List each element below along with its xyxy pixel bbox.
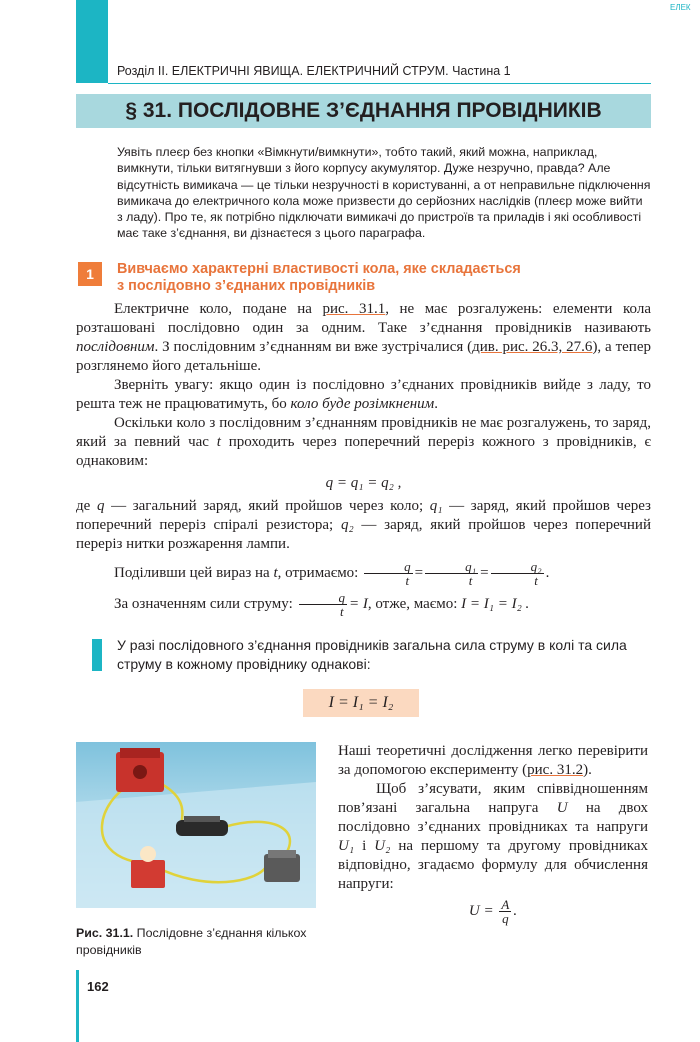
text-run: Поділивши цей вираз на bbox=[114, 564, 274, 581]
paragraph-6 bbox=[76, 591, 651, 618]
paragraph-2 bbox=[76, 376, 651, 414]
page-number: 162 bbox=[87, 979, 109, 994]
page-title: § 31. ПОСЛІДОВНЕ З’ЄДНАННЯ ПРОВІДНИКІВ bbox=[125, 99, 602, 122]
intro-paragraph bbox=[117, 144, 651, 242]
formula-voltage: U = $\frac{A}{q}$ . bbox=[468, 897, 518, 926]
variable-q2: q₂ bbox=[340, 517, 354, 533]
numerator: A bbox=[501, 897, 510, 912]
variable-q: q bbox=[96, 498, 105, 514]
paragraph-1 bbox=[76, 300, 651, 376]
text-run: Щоб з’ясувати, яким співвідношенням пов’язані загальна напруга bbox=[338, 781, 648, 816]
text-run: на першому та другому провідниках відповідно, згадаємо формулу для обчислення напруги: bbox=[338, 838, 649, 892]
fraction-q-t bbox=[299, 591, 348, 618]
denominator: t bbox=[339, 604, 344, 619]
numerator: q bbox=[364, 560, 413, 574]
right-paragraph-2 bbox=[338, 780, 648, 894]
top-teal-bar bbox=[76, 0, 108, 83]
bottom-teal-line bbox=[76, 970, 79, 1042]
numerator: q bbox=[299, 591, 348, 605]
numerator: q₁ bbox=[425, 560, 478, 574]
key-statement: У разі послідовного з’єднання провідників загальна сила струму в колі та сила струму в кожному провіднику однакові: bbox=[117, 637, 627, 672]
text-run: ), а тепер розглянемо його детальніше. bbox=[76, 339, 651, 374]
text-run: , не має розгалужень: елементи кола розташовані послідовно один за одним. Таке з’єднання провідників називають bbox=[76, 301, 651, 336]
text-run: За означенням сили струму: bbox=[114, 595, 293, 612]
text-run: — заряд, який пройшов через поперечний переріз нитки розжарення лампи. bbox=[76, 517, 651, 552]
text-run: де bbox=[76, 498, 97, 514]
figure-caption bbox=[76, 925, 321, 959]
corner-logo: ЕЛЕК bbox=[670, 3, 691, 12]
equation-current: = I bbox=[349, 595, 368, 612]
text-run: . bbox=[434, 396, 439, 412]
key-statement-marker bbox=[92, 639, 102, 671]
variable-t: t bbox=[216, 434, 221, 450]
text-run: — загальний заряд, який пройшов через коло; bbox=[104, 498, 430, 514]
fraction-q2-t bbox=[491, 560, 544, 587]
fraction-A-q bbox=[499, 898, 511, 925]
variable-t: t bbox=[273, 564, 278, 581]
title-band bbox=[76, 94, 651, 128]
section-number-badge: 1 bbox=[78, 262, 102, 286]
formula-lhs: U = bbox=[468, 902, 494, 919]
paragraph-4 bbox=[76, 497, 651, 554]
text-run: Електричне коло, подане на bbox=[114, 301, 323, 317]
right-column-text bbox=[338, 742, 648, 925]
key-formula-box: I = I₁ = I₂ bbox=[303, 689, 419, 717]
figure-link-31-1[interactable]: рис. 31.1 bbox=[322, 301, 386, 317]
text-run: — заряд, який пройшов через поперечний переріз спіралі резистора; bbox=[76, 498, 651, 533]
text-run: . З послідовним з’єднанням ви вже зустрічалися ( bbox=[154, 339, 473, 355]
text-run: проходить через поперечний переріз кожного з провідників, є однаковим: bbox=[76, 434, 651, 469]
equation-current-full: I = I₁ = I₂ . bbox=[461, 595, 530, 612]
running-head: Розділ II. ЕЛЕКТРИЧНІ ЯВИЩА. ЕЛЕКТРИЧНИЙ СТРУМ. Частина 1 bbox=[117, 64, 511, 78]
fraction-q-t bbox=[364, 560, 413, 587]
fraction-q1-t bbox=[425, 560, 478, 587]
term-sequential: послідовним bbox=[76, 339, 155, 355]
caption-label: Рис. 31.1. bbox=[76, 926, 134, 940]
paragraph-3 bbox=[76, 414, 651, 471]
caption-text: Послідовне з’єднання кількох провідників bbox=[76, 926, 307, 957]
denominator: t bbox=[405, 573, 410, 588]
text-run: , отримаємо: bbox=[277, 564, 359, 581]
variable-U1: U₁ bbox=[338, 838, 355, 854]
intro-text: Уявіть плеєр без кнопки «Вімкнути/вимкнути», тобто такий, який можна, наприклад, вимкнути, тільки витягнувши з його корпусу акумулятор. Дуже незручно, правда? Але відсутність вимикача — це тільки незручності в користуванні, а от неправильне підключення вимикача до електричного кола може призвести до серйозних наслідків (плеєр може вийти з ладу). Про те, як потрібно підключати вимикачі до пристроїв та приладів і які особливості має таке з’єднання, ви дізнаєтеся з цього параграфа. bbox=[117, 145, 651, 241]
term-open-circuit: коло буде розімкненим bbox=[290, 396, 435, 412]
text-run: Наші теоретичні дослідження легко перевірити за допомогою експерименту ( bbox=[338, 743, 648, 778]
text-run: Зверніть увагу: якщо один із послідовно з’єднаних провідників вийде з ладу, то решта теж не працюватимуть, бо bbox=[76, 377, 651, 412]
header-rule bbox=[108, 83, 651, 84]
numerator: q₂ bbox=[491, 560, 544, 574]
figure-link-31-2[interactable]: рис. 31.2 bbox=[527, 762, 584, 778]
text-run: на двох послідовно з’єднаних провідниках та напруги bbox=[338, 800, 648, 835]
denominator: t bbox=[468, 573, 473, 588]
variable-q1: q₁ bbox=[429, 498, 443, 514]
variable-U2: U₂ bbox=[374, 838, 391, 854]
text-run: ). bbox=[583, 762, 592, 778]
paragraph-5: Поділивши цей вираз на t, отримаємо: $\frac{q}{t}$ = $\frac{\text{q₁}}{t}$ = $\frac{\text{q₂}}{t}$ . bbox=[114, 559, 550, 588]
text-run: , отже, маємо: bbox=[367, 595, 458, 612]
main-text bbox=[76, 300, 651, 618]
variable-U: U bbox=[556, 800, 568, 816]
section-title-line1: Вивчаємо характерні властивості кола, яке складається bbox=[117, 261, 521, 277]
figure-link-26-3[interactable]: див. рис. 26.3, 27.6 bbox=[472, 339, 593, 355]
text-run: і bbox=[354, 838, 375, 854]
denominator: q bbox=[502, 911, 509, 926]
section-title bbox=[117, 261, 587, 294]
figure-31-1-photo bbox=[76, 742, 316, 908]
denominator: t bbox=[534, 573, 538, 588]
right-paragraph-1 bbox=[338, 742, 648, 780]
section-title-line2: з послідовно з’єднаних провідників bbox=[117, 277, 376, 294]
formula-charge: q = q₁ = q₂ , bbox=[325, 475, 402, 491]
text-run: Оскільки коло з послідовним з’єднанням провідників не має розгалужень, то заряд, який за певний час bbox=[76, 415, 651, 450]
